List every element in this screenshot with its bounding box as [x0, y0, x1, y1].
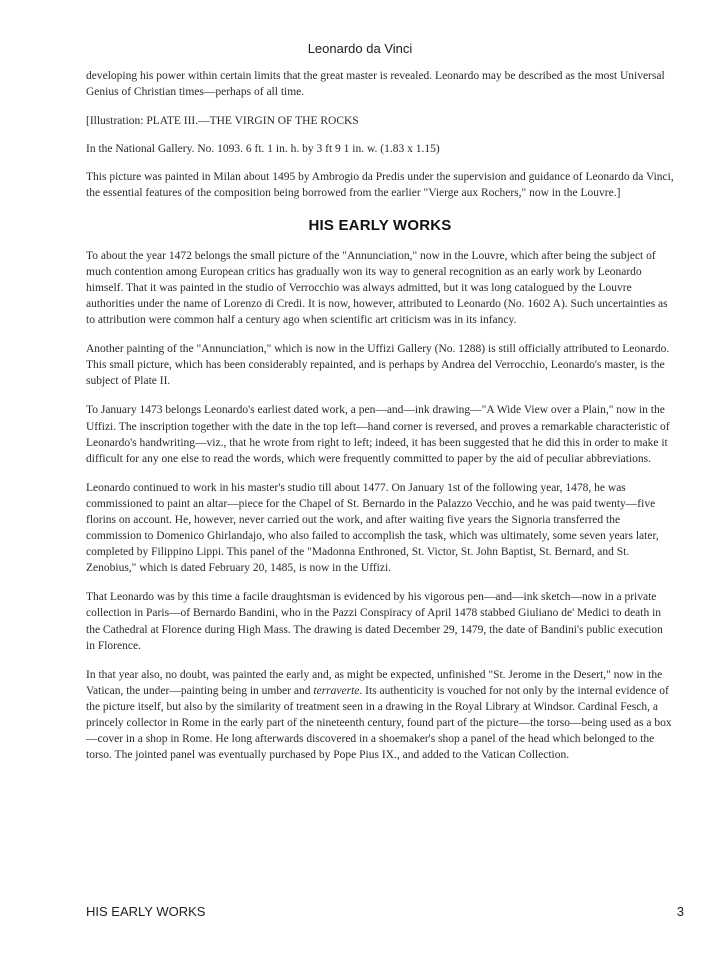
plate-note: This picture was painted in Milan about 1495 by Ambrogio da Predis under the supervision and guidance of Leonardo da Vinci, the essential features of the composition being borrowed from the earlier "Vierge aux Rochers," now in the Louvre.] [86, 171, 674, 200]
paragraph: To January 1473 belongs Leonardo's earliest dated work, a pen—and—ink drawing—"A Wide View over a Plain," now in the Uffizi. The inscription together with the date in the top left—hand corner is reversed, and proves a remarkable characteristic of Leonardo's handwriting—viz., that he wrote from right to left; indeed, it has been suggested that he did this in order to make it difficult for any one else to read the words, which were frequently committed to paper by the aid of peculiar abbreviations. [86, 404, 670, 465]
paragraph-text: . Its authenticity is vouched for not only by the internal evidence of the picture itself, but also by the similarity of treatment seen in a drawing in the Royal Library at Windsor. Cardinal Fesch, a princely collector in Rome in the early part of the nineteenth century, found part of the picture—the torso—being used as a box—cover in a shop in Rome. He long afterwards discovered in a shoemaker's shop a panel of the head which belonged to the torso. The jointed panel was eventually purchased by Pope Pius IX., and added to the Vatican Collection. [86, 684, 672, 762]
intro-continuation: developing his power within certain limits that the great master is revealed. Leonardo may be described as the most Universal Genius of Christian times—perhaps of all time. [86, 70, 665, 99]
paragraph-last [86, 667, 674, 764]
illustration-caption: [Illustration: PLATE III.—THE VIRGIN OF THE ROCKS [86, 115, 359, 128]
page-body [86, 68, 674, 776]
paragraph: To about the year 1472 belongs the small picture of the "Annunciation," now in the Louvre, which after being the subject of much contention among European critics has gradually won its way to general recognition as an early work by Leonardo himself. That it was painted in the studio of Verrocchio was always admitted, but it was long catalogued by the Louvre authorities under the name of Lorenzo di Credi. It is now, however, attributed to Leonardo (No. 1602 A). Such uncertainties as to attribution were common half a century ago when scientific art criticism was in its infancy. [86, 249, 668, 327]
footer-chapter-title: HIS EARLY WORKS [86, 904, 206, 919]
running-title: Leonardo da Vinci [307, 41, 413, 56]
paragraph: That Leonardo was by this time a facile draughtsman is evidenced by his vigorous pen—and—ink sketch—now in a private collection in Paris—of Bernardo Bandini, who in the Pazzi Conspiracy of April 1478 stabbed Giuliano de' Medici to death in the Cathedral at Florence during High Mass. The drawing is dated December 29, 1479, the date of Bandini's public execution in Florence. [86, 591, 663, 652]
gallery-note: In the National Gallery. No. 1093. 6 ft. 1 in. h. by 3 ft 9 1 in. w. (1.83 x 1.15) [86, 143, 440, 156]
paragraph-text: In that year also, no doubt, was painted the early and, as might be expected, unfinished "St. Jerome in the Desert," now in the Vatican, the under—painting being in umber and [86, 668, 663, 697]
section-heading: HIS EARLY WORKS [308, 216, 452, 234]
italic-term: terraverte [313, 684, 360, 697]
paragraph: Another painting of the "Annunciation," which is now in the Uffizi Gallery (No. 1288) is still officially attributed to Leonardo. This small picture, which has been considerably repainted, and is perhaps by Andrea del Verrocchio, Leonardo's master, is the subject of Plate II. [86, 343, 670, 388]
paragraph: Leonardo continued to work in his master's studio till about 1477. On January 1st of the following year, 1478, he was commissioned to paint an altar—piece for the Chapel of St. Bernardo in the Palazzo Vecchio, and he was paid twenty—five florins on account. He, however, never carried out the work, and after waiting five years the Signoria transferred the commission to Domenico Ghirlandajo, who also failed to accomplish the task, which was ultimately, some seven years later, completed by Filippino Lippi. This panel of the "Madonna Enthroned, St. Victor, St. John Baptist, St. Bernard, and St. Zenobius," which is dated February 20, 1485, is now in the Uffizi. [86, 481, 659, 575]
page-number: 3 [676, 904, 684, 919]
